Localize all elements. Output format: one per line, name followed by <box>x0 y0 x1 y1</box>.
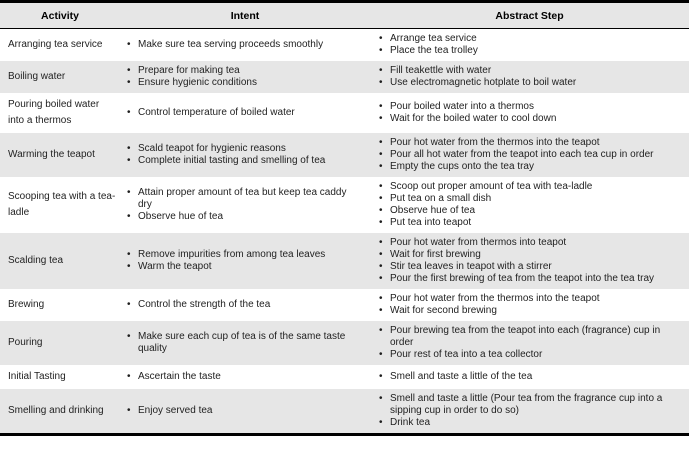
steps-list <box>377 181 685 229</box>
intent-item: • Ensure hygienic conditions <box>125 77 362 89</box>
activity-cell: Scalding tea <box>8 255 64 266</box>
step-item: • Pour hot water from the thermos into the teapot <box>377 137 685 149</box>
activity-cell: Arranging tea service <box>8 39 103 50</box>
activity-cell: Smelling and drinking <box>8 405 104 416</box>
step-item: • Drink tea <box>377 417 685 429</box>
step-item: • Fill teakettle with water <box>377 65 685 77</box>
table-row <box>0 93 689 133</box>
intent-item: • Scald teapot for hygienic reasons <box>125 143 362 155</box>
steps-list <box>377 137 685 173</box>
step-item: • Pour hot water from thermos into teapot <box>377 237 685 249</box>
step-item: • Pour the first brewing of tea from the teapot into the tea tray <box>377 273 685 285</box>
step-item: • Scoop out proper amount of tea with tea-ladle <box>377 181 685 193</box>
table-row <box>0 389 689 435</box>
intent-item: • Prepare for making tea <box>125 65 362 77</box>
table-row <box>0 177 689 233</box>
steps-cell <box>370 133 689 177</box>
step-item: • Arrange tea service <box>377 33 685 45</box>
intent-cell <box>120 93 370 133</box>
intent-cell <box>120 61 370 93</box>
steps-cell <box>370 289 689 321</box>
intent-item: • Make sure each cup of tea is of the same taste quality <box>125 331 362 355</box>
step-item: • Stir tea leaves in teapot with a stirrer <box>377 261 685 273</box>
activity-cell: Warming the teapot <box>8 149 95 160</box>
intent-list <box>125 249 362 273</box>
intent-list <box>125 405 362 417</box>
intent-item: • Attain proper amount of tea but keep tea caddy dry <box>125 187 362 211</box>
step-item: • Pour boiled water into a thermos <box>377 101 685 113</box>
steps-list <box>377 293 685 317</box>
steps-list <box>377 325 685 361</box>
intent-list <box>125 187 362 223</box>
step-item: • Empty the cups onto the tea tray <box>377 161 685 173</box>
intent-item: • Control temperature of boiled water <box>125 107 362 119</box>
step-item: • Pour rest of tea into a tea collector <box>377 349 685 361</box>
activity-cell: Pouring boiled water into a thermos <box>8 99 100 126</box>
steps-list <box>377 237 685 285</box>
activity-cell: Initial Tasting <box>8 371 66 382</box>
table-row <box>0 321 689 365</box>
activity-cell: Scooping tea with a tea-ladle <box>8 191 116 218</box>
step-item: • Wait for the boiled water to cool down <box>377 113 685 125</box>
steps-cell <box>370 93 689 133</box>
activity-cell: Boiling water <box>8 71 66 82</box>
steps-cell <box>370 29 689 62</box>
steps-cell <box>370 365 689 389</box>
intent-cell <box>120 365 370 389</box>
step-item: • Wait for first brewing <box>377 249 685 261</box>
step-item: • Place the tea trolley <box>377 45 685 57</box>
steps-cell <box>370 389 689 435</box>
intent-item: • Make sure tea serving proceeds smoothly <box>125 39 362 51</box>
table-row <box>0 289 689 321</box>
table-row <box>0 61 689 93</box>
step-item: • Pour brewing tea from the teapot into each (fragrance) cup in order <box>377 325 685 349</box>
intent-cell <box>120 133 370 177</box>
intent-item: • Complete initial tasting and smelling of tea <box>125 155 362 167</box>
table-row <box>0 233 689 289</box>
intent-list <box>125 65 362 89</box>
col-header-abstract-step: Abstract Step <box>370 2 689 29</box>
step-item: • Put tea on a small dish <box>377 193 685 205</box>
col-header-activity: Activity <box>0 2 120 29</box>
step-item: • Pour hot water from the thermos into the teapot <box>377 293 685 305</box>
col-header-intent: Intent <box>120 2 370 29</box>
step-item: • Pour all hot water from the teapot into each tea cup in order <box>377 149 685 161</box>
steps-list <box>377 393 685 429</box>
step-item: • Put tea into teapot <box>377 217 685 229</box>
step-item: • Observe hue of tea <box>377 205 685 217</box>
intent-cell <box>120 233 370 289</box>
intent-cell <box>120 289 370 321</box>
intent-list <box>125 39 362 51</box>
steps-list <box>377 371 685 383</box>
step-item: • Smell and taste a little (Pour tea from the fragrance cup into a sipping cup in order to do so) <box>377 393 685 417</box>
intent-cell <box>120 321 370 365</box>
steps-list <box>377 101 685 125</box>
steps-list <box>377 33 685 57</box>
intent-item: • Remove impurities from among tea leaves <box>125 249 362 261</box>
intent-list <box>125 107 362 119</box>
steps-cell <box>370 321 689 365</box>
intent-list <box>125 331 362 355</box>
intent-item: • Enjoy served tea <box>125 405 362 417</box>
table-row <box>0 29 689 62</box>
table-row <box>0 133 689 177</box>
intent-item: • Warm the teapot <box>125 261 362 273</box>
steps-cell <box>370 177 689 233</box>
activity-cell: Brewing <box>8 299 45 310</box>
table-body <box>0 29 689 435</box>
intent-cell <box>120 177 370 233</box>
intent-item: • Ascertain the taste <box>125 371 362 383</box>
intent-list <box>125 299 362 311</box>
intent-list <box>125 371 362 383</box>
activity-cell: Pouring <box>8 337 43 348</box>
step-item: • Smell and taste a little of the tea <box>377 371 685 383</box>
steps-cell <box>370 233 689 289</box>
steps-list <box>377 65 685 89</box>
step-item: • Wait for second brewing <box>377 305 685 317</box>
steps-cell <box>370 61 689 93</box>
table-row <box>0 365 689 389</box>
intent-item: • Observe hue of tea <box>125 211 362 223</box>
intent-item: • Control the strength of the tea <box>125 299 362 311</box>
step-item: • Use electromagnetic hotplate to boil water <box>377 77 685 89</box>
intent-cell <box>120 389 370 435</box>
header-row <box>0 2 689 29</box>
intent-cell <box>120 29 370 62</box>
intent-list <box>125 143 362 167</box>
